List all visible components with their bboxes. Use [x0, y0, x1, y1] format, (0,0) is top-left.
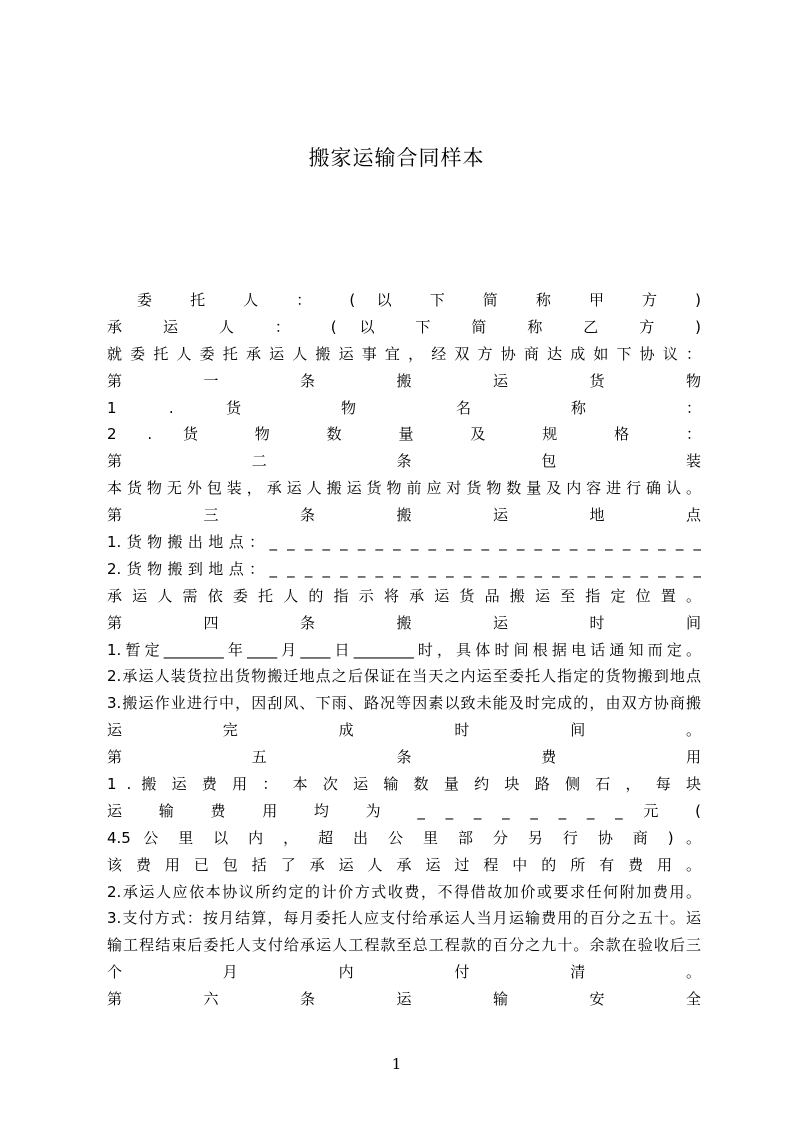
preamble-line: 就委托人委托承运人搬运事宜，经双方协商达成如下协议：	[107, 344, 701, 363]
article-4-item-1: 1.暂定________年____月____日________时，具体时间根据电话通知而定。	[107, 640, 701, 659]
article-5-item-1-cont: 运 输 费 用 均 为 _ _ _ _ _ _ _ _ 元 (	[107, 801, 701, 820]
article-5-item-1-cont3: 该费用已包括了承运人承运过程中的所有费用。	[107, 855, 701, 874]
article-4-item-3: 3.搬运作业进行中，因刮风、下雨、路况等因素以致未能及时完成的，由双方协商搬	[107, 694, 701, 713]
party-b-line: 承 运 人 ： ( 以 下 简 称 乙 方 )	[107, 317, 701, 336]
page-number: 1	[391, 1055, 402, 1073]
article-3-item-1: 1.货物搬出地点：_ _ _ _ _ _ _ _ _ _ _ _ _ _ _ _ _ _ _ _ _ _ _ _ _	[107, 533, 701, 552]
article-2-heading: 第 二 条 包 装	[107, 452, 701, 471]
party-a-line: 委 托 人 ： ( 以 下 简 称 甲 方 )	[137, 291, 701, 309]
article-5-item-2: 2.承运人应依本协议所约定的计价方式收费，不得借故加价或要求任何附加费用。	[107, 882, 701, 901]
article-6-heading: 第 六 条 运 输 安 全	[107, 990, 701, 1009]
article-5-item-3: 3.支付方式：按月结算，每月委托人应支付给承运人当月运输费用的百分之五十。运	[107, 909, 701, 928]
document-title: 搬家运输合同样本	[308, 146, 485, 170]
article-3-heading: 第 三 条 搬 运 地 点	[107, 506, 701, 525]
article-3-text: 承运人需依委托人的指示将承运货品搬运至指定位置。	[107, 586, 701, 605]
document-body	[107, 287, 701, 1013]
article-5-item-3-cont2: 个 月 内 付 清 。	[107, 963, 701, 982]
article-3-item-2: 2.货物搬到地点：_ _ _ _ _ _ _ _ _ _ _ _ _ _ _ _ _ _ _ _ _ _ _ _ _	[107, 559, 701, 578]
article-4-item-2: 2.承运人装货拉出货物搬迁地点之后保证在当天之内运至委托人指定的货物搬到地点	[107, 667, 701, 686]
article-4-heading: 第 四 条 搬 运 时 间	[107, 613, 701, 632]
article-1-item-1: 1 . 货 物 名 称 ：	[107, 398, 701, 417]
article-4-item-3-cont: 运 完 成 时 间 。	[107, 721, 701, 740]
article-5-item-1-cont2: 4.5 公 里 以 内 ， 超 出 公 里 部 分 另 行 协 商 ) 。	[107, 828, 701, 847]
article-5-item-1: 1 . 搬 运 费 用 ： 本 次 运 输 数 量 约 块 路 侧 石 ， 每 块	[107, 775, 701, 794]
article-1-item-2: 2 . 货 物 数 量 及 规 格 ：	[107, 425, 701, 444]
article-2-text: 本货物无外包装，承运人搬运货物前应对货物数量及内容进行确认。	[107, 479, 701, 498]
article-5-heading: 第 五 条 费 用	[107, 748, 701, 767]
article-5-item-3-cont: 输工程结束后委托人支付给承运人工程款至总工程款的百分之九十。余款在验收后三	[107, 936, 701, 955]
article-1-heading: 第 一 条 搬 运 货 物	[107, 371, 701, 390]
